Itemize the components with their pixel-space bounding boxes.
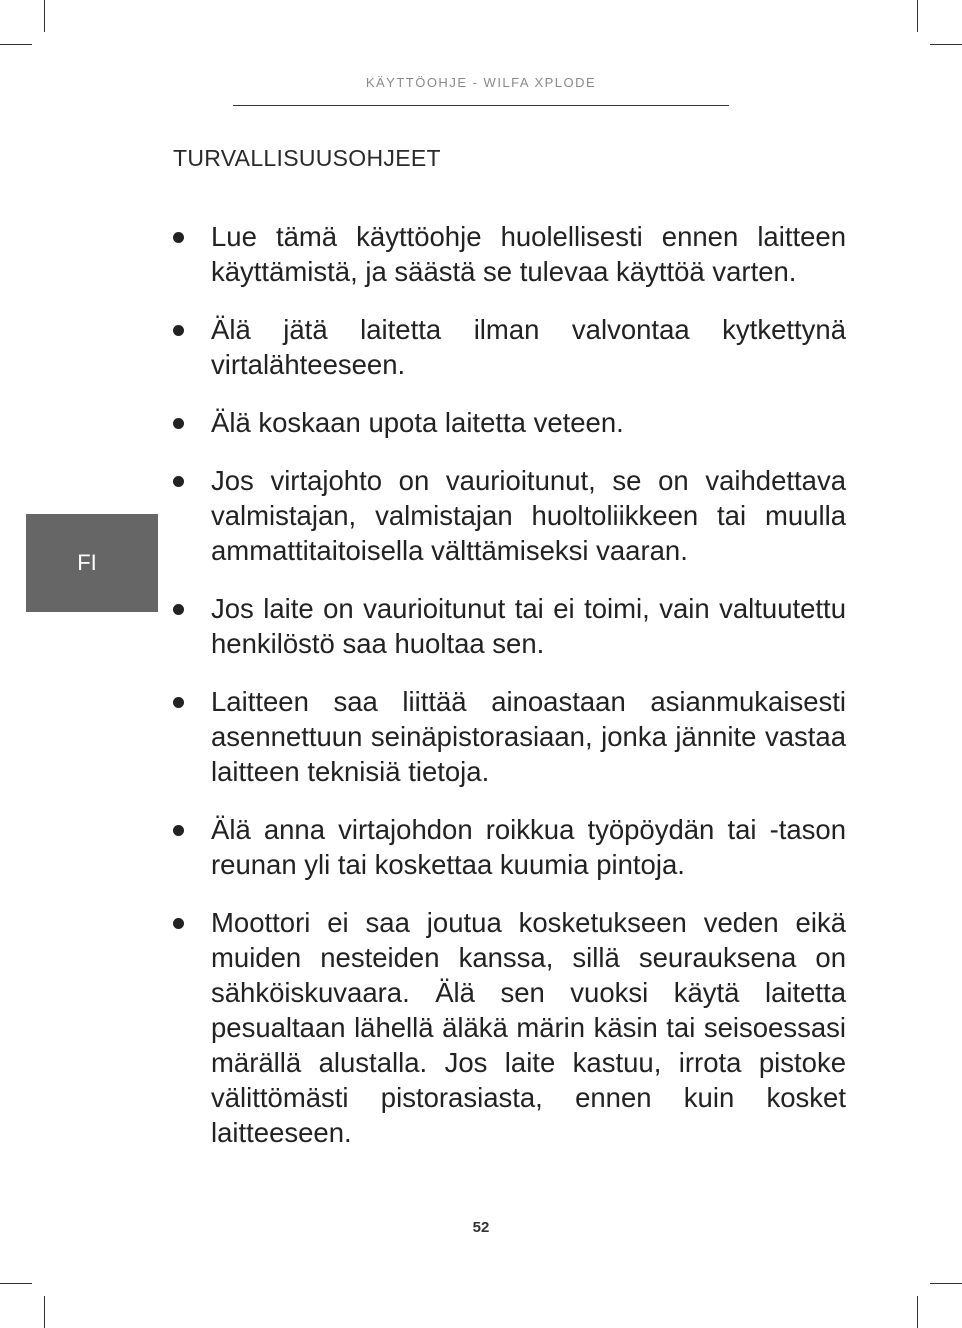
list-item bbox=[172, 463, 846, 568]
header-divider bbox=[233, 105, 729, 106]
crop-mark-top-right-vertical bbox=[917, 0, 918, 32]
list-item bbox=[172, 591, 846, 661]
running-header: KÄYTTÖOHJE - WILFA XPLODE bbox=[365, 75, 597, 90]
crop-mark-bottom-right-vertical bbox=[917, 1296, 918, 1328]
crop-mark-top-left-vertical bbox=[44, 0, 45, 32]
list-item bbox=[172, 812, 846, 882]
list-item-text: Lue tämä käyttöohje huolellisesti ennen laitteen käyttämistä, ja säästä se tulevaa käyttöä varten. bbox=[211, 221, 846, 287]
list-item-text: Moottori ei saa joutua kosketukseen veden eikä muiden nesteiden kanssa, sillä seurauksena on sähköiskuvaara. Älä sen vuoksi käytä laitetta pesualtaan lähellä äläkä märin käsin tai seisoessasi märällä alustalla. Jos laite kastuu, irrota pistoke välittömästi pistorasiasta, ennen kuin kosket laitteeseen. bbox=[211, 907, 846, 1148]
bullet-icon bbox=[173, 697, 184, 708]
list-item bbox=[172, 219, 846, 289]
list-item-text: Älä koskaan upota laitetta veteen. bbox=[211, 407, 624, 438]
list-item-text: Laitteen saa liittää ainoastaan asianmukaisesti asennettuun seinäpistorasiaan, jonka jännite vastaa laitteen teknisiä tietoja. bbox=[211, 686, 846, 787]
crop-mark-top-left-horizontal bbox=[0, 44, 32, 45]
section-title: TURVALLISUUSOHJEET bbox=[173, 145, 441, 171]
language-tab bbox=[26, 514, 158, 612]
crop-mark-bottom-left-vertical bbox=[44, 1296, 45, 1328]
bullet-icon bbox=[173, 476, 184, 487]
page-number: 52 bbox=[472, 1219, 490, 1236]
bullet-icon bbox=[173, 918, 184, 929]
bullet-icon bbox=[173, 604, 184, 615]
list-item bbox=[172, 684, 846, 789]
list-item bbox=[172, 312, 846, 382]
language-tab-label: FI bbox=[77, 550, 97, 575]
bullet-icon bbox=[173, 232, 184, 243]
list-item-text: Jos virtajohto on vaurioitunut, se on vaihdettava valmistajan, valmistajan huoltoliikkeen tai muulla ammattitaitoisella välttämiseksi vaaran. bbox=[211, 465, 846, 566]
list-item-text: Älä anna virtajohdon roikkua työpöydän tai -tason reunan yli tai koskettaa kuumia pintoja. bbox=[211, 814, 846, 880]
bullet-icon bbox=[173, 325, 184, 336]
safety-instructions-list bbox=[172, 219, 846, 1173]
bullet-icon bbox=[173, 418, 184, 429]
list-item bbox=[172, 405, 846, 440]
list-item-text: Älä jätä laitetta ilman valvontaa kytkettynä virtalähteeseen. bbox=[211, 314, 846, 380]
crop-mark-bottom-right-horizontal bbox=[930, 1283, 962, 1284]
crop-mark-bottom-left-horizontal bbox=[0, 1283, 32, 1284]
crop-mark-top-right-horizontal bbox=[930, 44, 962, 45]
bullet-icon bbox=[173, 825, 184, 836]
list-item-text: Jos laite on vaurioitunut tai ei toimi, vain valtuutettu henkilöstö saa huoltaa sen. bbox=[211, 593, 846, 659]
list-item bbox=[172, 905, 846, 1150]
